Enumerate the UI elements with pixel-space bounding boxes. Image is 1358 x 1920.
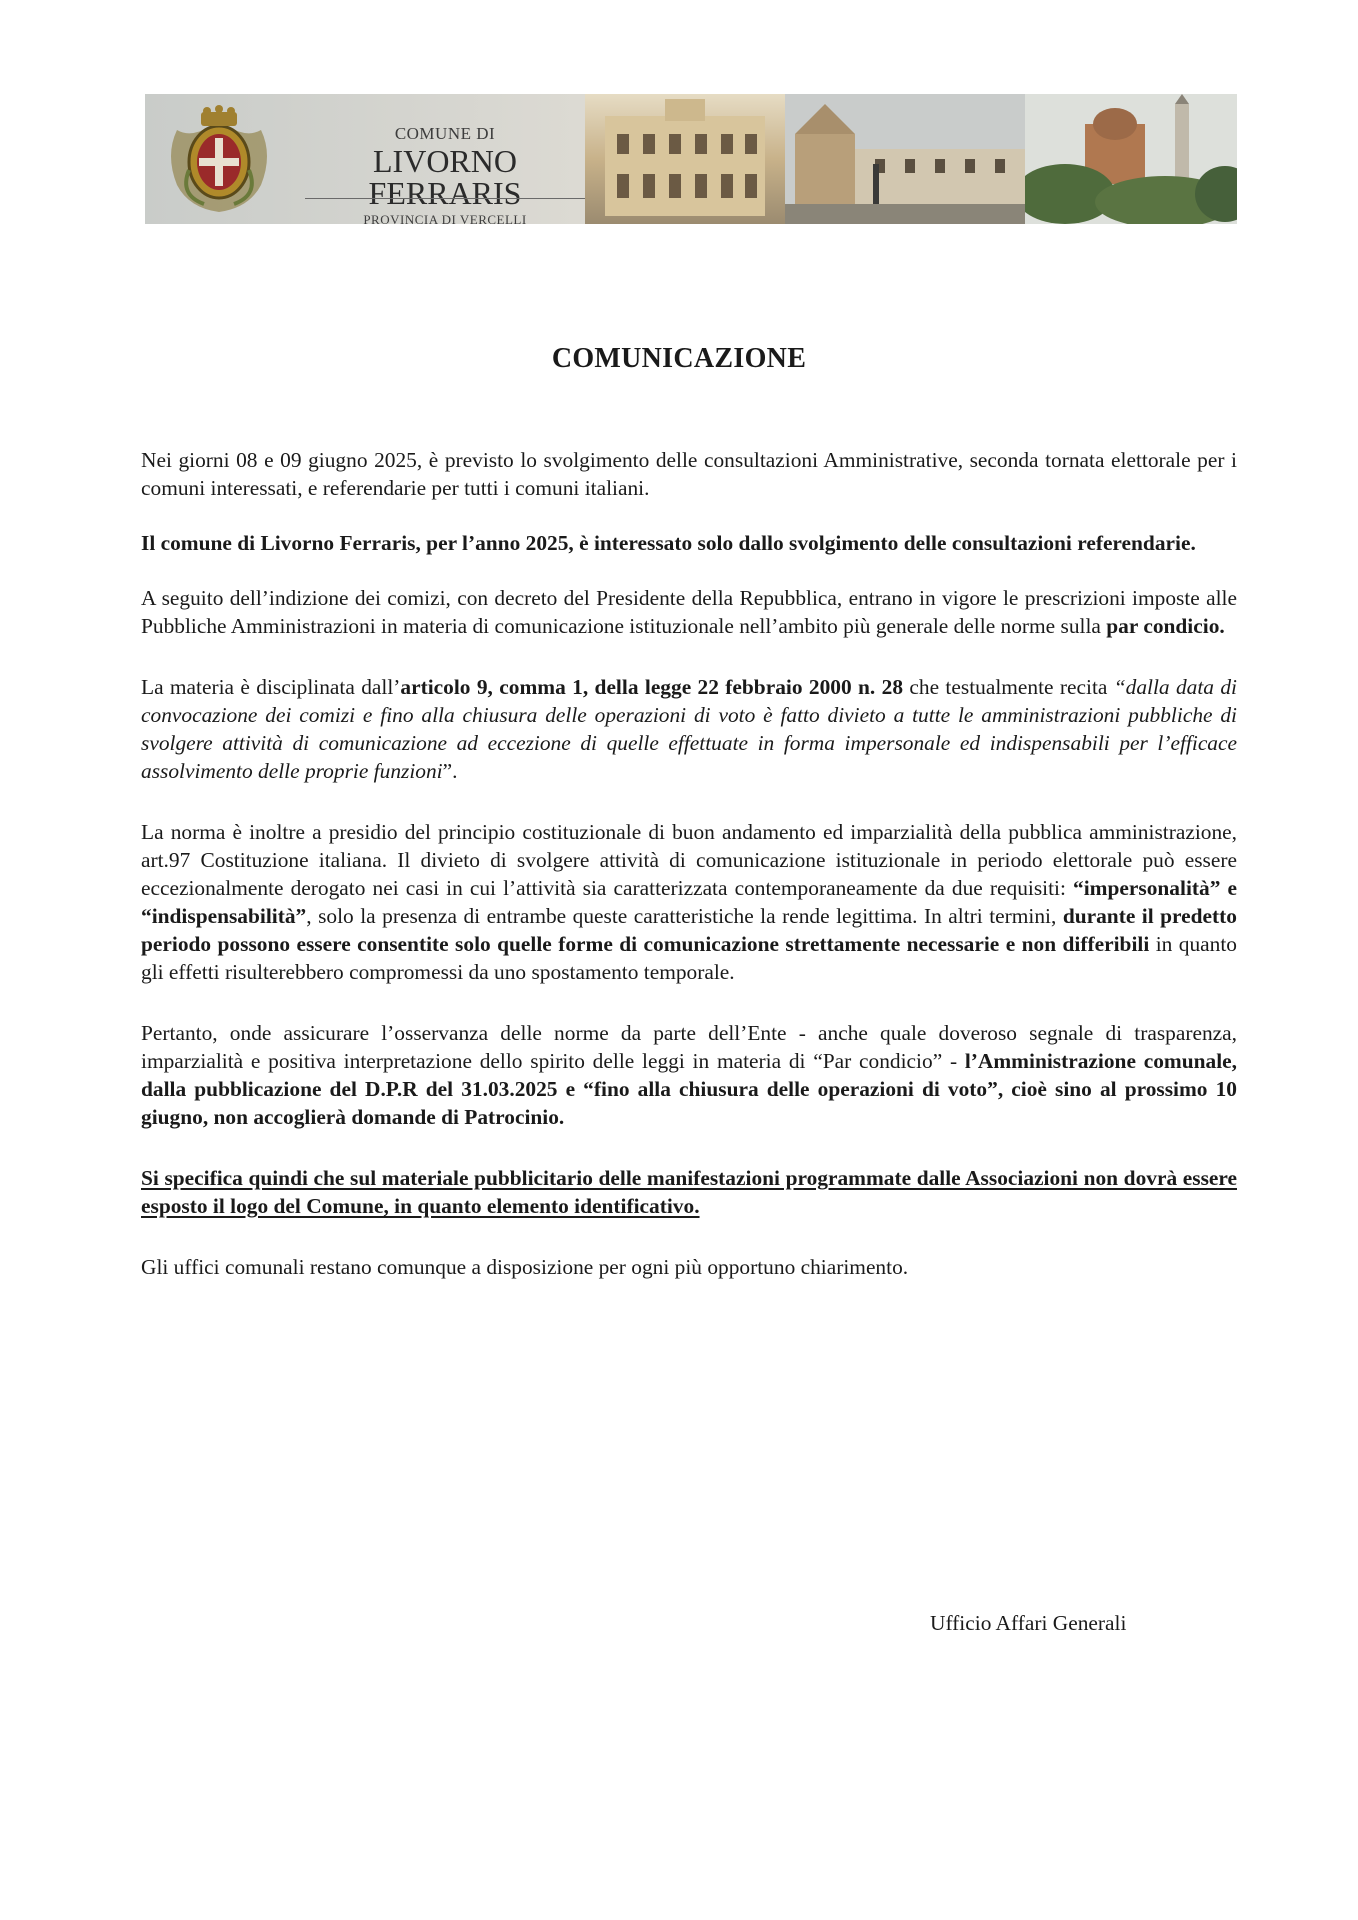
paragraph-referendum-only: Il comune di Livorno Ferraris, per l’anno 2025, è interessato solo dallo svolgimento delle consultazioni referendarie.: [141, 531, 1196, 555]
paragraph-logo-notice: Si specifica quindi che sul materiale pubblicitario delle manifestazioni programmate dalle Associazioni non dovrà essere esposto il logo del Comune, in quanto elemento identificativo.: [141, 1166, 1237, 1218]
page-title: COMUNICAZIONE: [551, 343, 807, 374]
constitution-end: in quanto gli effetti risulterebbero compromessi da uno spostamento temporale.: [141, 932, 1237, 984]
paragraph-contact: Gli uffici comunali restano comunque a disposizione per ogni più opportuno chiarimento.: [141, 1255, 909, 1279]
paragraph-law-reference: [141, 673, 1237, 785]
law-connector: che testualmente recita: [903, 675, 1114, 699]
header-line3: PROVINCIA DI VERCELLI: [363, 212, 527, 224]
header-divider: [305, 198, 615, 199]
photo-bell-tower: [1025, 94, 1237, 224]
photo-church-square: [785, 94, 1025, 224]
constitution-mid: , solo la presenza di entrambe queste caratteristiche la rende legittima. In altri termini,: [306, 904, 1063, 928]
requirements-bold: “impersonalità” e “indispensabilità”: [141, 876, 1237, 928]
allowed-communication-bold: durante il predetto periodo possono essere consentite solo quelle forme di comunicazione strettamente necessarie e non differibili: [141, 904, 1237, 956]
header-line2: LIVORNO FERRARIS: [368, 143, 522, 211]
law-intro: La materia è disciplinata dall’: [141, 675, 401, 699]
document-body: [141, 446, 1237, 1314]
par-condicio-text: A seguito dell’indizione dei comizi, con decreto del Presidente della Repubblica, entrano in vigore le prescrizioni imposte alle Pubbliche Amministrazioni in materia di comunicazione istituzionale nell’ambito più generale delle norme sulla: [141, 586, 1237, 638]
municipal-crest-icon: [159, 100, 279, 218]
header-photos: [585, 94, 1237, 224]
photo-palazzo: [585, 94, 785, 224]
patronage-bold: l’Amministrazione comunale, dalla pubblicazione del D.P.R del 31.03.2025 e “fino alla chiusura delle operazioni di voto”, cioè sino al prossimo 10 giugno, non accoglierà domande di Patrocinio.: [141, 1049, 1237, 1129]
header-banner: [145, 94, 1237, 224]
paragraph-patronage: [141, 1019, 1237, 1131]
patronage-intro: Pertanto, onde assicurare l’osservanza delle norme da parte dell’Ente - anche quale doveroso segnale di trasparenza, imparzialità e positiva interpretazione dello spirito delle leggi in materia di “Par condicio” -: [141, 1021, 1237, 1073]
paragraph-elections: Nei giorni 08 e 09 giugno 2025, è previsto lo svolgimento delle consultazioni Amministrative, seconda tornata elettorale per i comuni interessati, e referendarie per tutti i comuni italiani.: [141, 448, 1237, 500]
law-quote: “dalla data di convocazione dei comizi e fino alla chiusura delle operazioni di voto è fatto divieto a tutte le amministrazioni pubbliche di svolgere attività di comunicazione ad eccezione di quelle effettuate in forma impersonale ed indispensabili per l’efficace assolvimento delle proprie funzioni: [141, 675, 1237, 783]
par-condicio-bold: par condicio.: [1106, 614, 1225, 638]
municipality-name: [315, 124, 575, 224]
law-quote-end: ”.: [442, 759, 458, 783]
paragraph-par-condicio: [141, 584, 1237, 640]
signature: Ufficio Affari Generali: [930, 1611, 1127, 1635]
law-citation: articolo 9, comma 1, della legge 22 febbraio 2000 n. 28: [400, 675, 904, 699]
header-line1: COMUNE DI: [394, 124, 496, 143]
constitution-text: La norma è inoltre a presidio del principio costituzionale di buon andamento ed imparzialità della pubblica amministrazione, art.97 Costituzione italiana. Il divieto di svolgere attività di comunicazione istituzionale in periodo elettorale può essere eccezionalmente derogato nei casi in cui l’attività sia caratterizzata contemporaneamente da due requisiti:: [141, 820, 1237, 900]
paragraph-constitution: [141, 818, 1237, 986]
